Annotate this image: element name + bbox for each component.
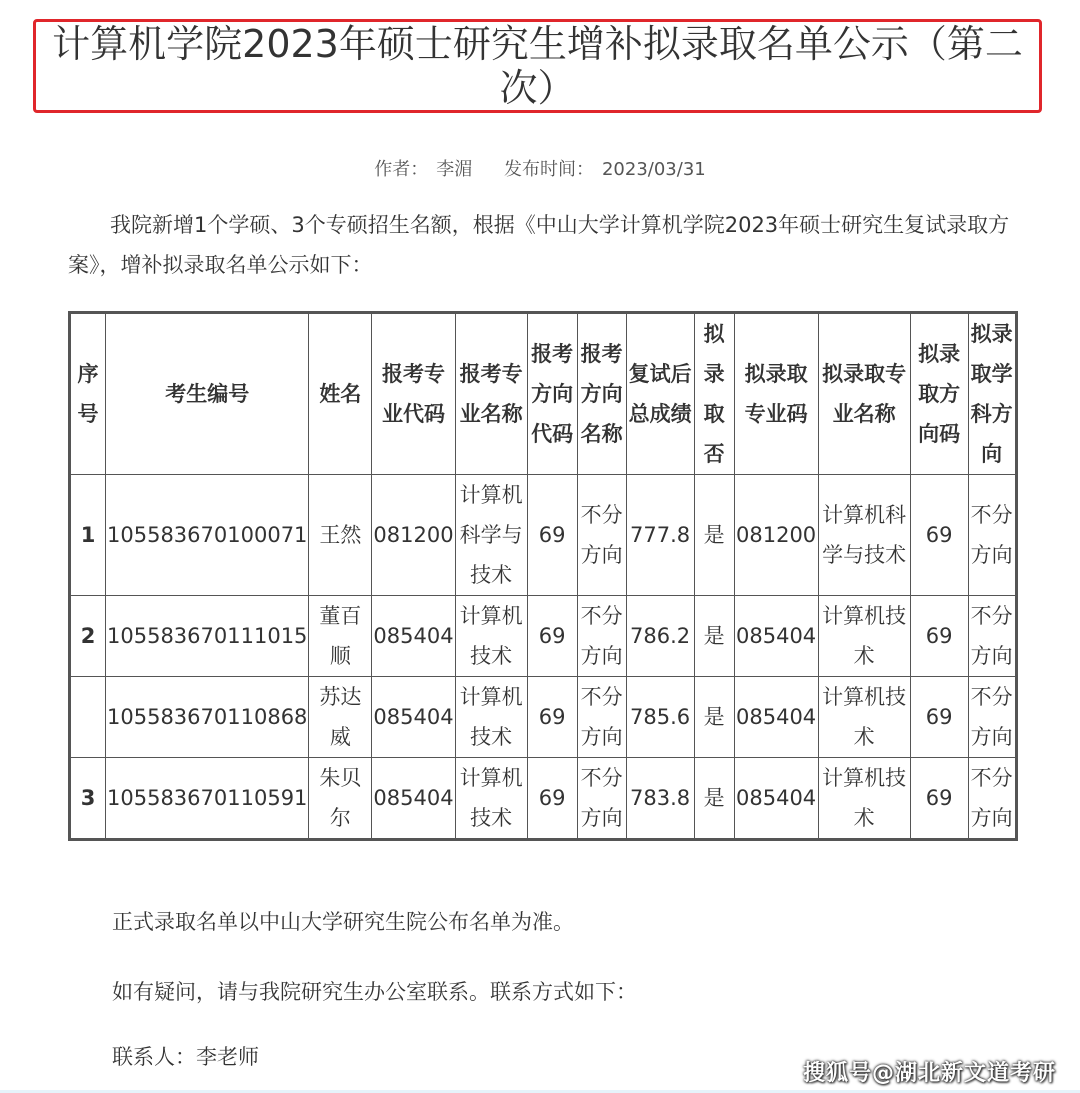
contact-intro: 如有疑问，请与我院研究生办公室联系。联系方式如下： bbox=[112, 980, 637, 1004]
cell-major-name: 计算机技术 bbox=[455, 596, 527, 677]
cell-admit-direction: 不分方向 bbox=[968, 758, 1016, 840]
cell-direction-code: 69 bbox=[527, 758, 577, 840]
cell-admit-direction: 不分方向 bbox=[968, 475, 1016, 596]
header-cell: 报考方向代码 bbox=[527, 313, 577, 475]
header-cell: 报考方向名称 bbox=[577, 313, 626, 475]
cell-admitted: 是 bbox=[694, 475, 734, 596]
cell-total-score: 783.8 bbox=[626, 758, 694, 840]
cell-admit-direction-code: 69 bbox=[910, 758, 968, 840]
cell-name: 王然 bbox=[309, 475, 372, 596]
official-list-note: 正式录取名单以中山大学研究生院公布名单为准。 bbox=[112, 910, 574, 934]
cell-admit-major-code: 085404 bbox=[734, 758, 818, 840]
cell-major-name: 计算机技术 bbox=[455, 758, 527, 840]
cell-admit-major-code: 081200 bbox=[734, 475, 818, 596]
cell-direction-name: 不分方向 bbox=[577, 475, 626, 596]
cell-candidate-id: 105583670100071 bbox=[106, 475, 309, 596]
cell-admitted: 是 bbox=[694, 596, 734, 677]
header-cell: 考生编号 bbox=[106, 313, 309, 475]
header-cell: 拟录取否 bbox=[694, 313, 734, 475]
cell-index: 2 bbox=[70, 596, 106, 677]
admission-table bbox=[68, 311, 1018, 841]
header-cell: 报考专业名称 bbox=[455, 313, 527, 475]
cell-major-code: 085404 bbox=[372, 596, 455, 677]
article-title: 计算机学院2023年硕士研究生增补拟录取名单公示（第二次） bbox=[52, 22, 1023, 110]
author-name: 李湄 bbox=[436, 159, 473, 180]
cell-name: 朱贝尔 bbox=[309, 758, 372, 840]
table-row bbox=[70, 596, 1017, 677]
cell-admit-major-name: 计算机科学与技术 bbox=[818, 475, 910, 596]
cell-admit-major-code: 085404 bbox=[734, 596, 818, 677]
cell-candidate-id: 105583670110591 bbox=[106, 758, 309, 840]
contact-person: 联系人：李老师 bbox=[112, 1045, 259, 1069]
table-header-row bbox=[70, 313, 1017, 475]
cell-major-code: 085404 bbox=[372, 677, 455, 758]
cell-admit-direction-code: 69 bbox=[910, 475, 968, 596]
cell-total-score: 786.2 bbox=[626, 596, 694, 677]
cell-admit-major-name: 计算机技术 bbox=[818, 677, 910, 758]
cell-admit-major-name: 计算机技术 bbox=[818, 758, 910, 840]
header-cell: 姓名 bbox=[309, 313, 372, 475]
cell-direction-code: 69 bbox=[527, 677, 577, 758]
publish-date: 2023/03/31 bbox=[601, 159, 706, 180]
header-cell: 报考专业代码 bbox=[372, 313, 455, 475]
cell-major-name: 计算机技术 bbox=[455, 677, 527, 758]
cell-major-code: 081200 bbox=[372, 475, 455, 596]
cell-major-code: 085404 bbox=[372, 758, 455, 840]
cell-index: 1 bbox=[70, 475, 106, 596]
cell-total-score: 777.8 bbox=[626, 475, 694, 596]
cell-major-name: 计算机科学与技术 bbox=[455, 475, 527, 596]
header-cell: 拟录取方向码 bbox=[910, 313, 968, 475]
cell-candidate-id: 105583670110868 bbox=[106, 677, 309, 758]
table-row bbox=[70, 475, 1017, 596]
author-label: 作者： bbox=[374, 159, 429, 180]
header-cell: 复试后总成绩 bbox=[626, 313, 694, 475]
header-cell: 拟录取学科方向 bbox=[968, 313, 1016, 475]
sohu-watermark: 搜狐号@湖北新文道考研 bbox=[802, 1061, 1056, 1086]
cell-index bbox=[70, 677, 106, 758]
cell-name: 苏达威 bbox=[309, 677, 372, 758]
table-row bbox=[70, 677, 1017, 758]
cell-admit-major-name: 计算机技术 bbox=[818, 596, 910, 677]
date-label: 发布时间： bbox=[503, 159, 594, 180]
cell-candidate-id: 105583670111015 bbox=[106, 596, 309, 677]
intro-paragraph: 我院新增1个学硕、3个专硕招生名额，根据《中山大学计算机学院2023年硕士研究生复试录取方案》，增补拟录取名单公示如下： bbox=[68, 213, 1010, 277]
cell-direction-name: 不分方向 bbox=[577, 596, 626, 677]
cell-admit-direction-code: 69 bbox=[910, 677, 968, 758]
cell-direction-code: 69 bbox=[527, 475, 577, 596]
cell-direction-code: 69 bbox=[527, 596, 577, 677]
cell-admit-major-code: 085404 bbox=[734, 677, 818, 758]
header-cell: 拟录取专业名称 bbox=[818, 313, 910, 475]
table-row bbox=[70, 758, 1017, 840]
byline bbox=[0, 156, 1080, 184]
cell-direction-name: 不分方向 bbox=[577, 677, 626, 758]
header-cell: 序号 bbox=[70, 313, 106, 475]
header-cell: 拟录取专业码 bbox=[734, 313, 818, 475]
cell-admit-direction: 不分方向 bbox=[968, 596, 1016, 677]
cell-total-score: 785.6 bbox=[626, 677, 694, 758]
cell-admit-direction-code: 69 bbox=[910, 596, 968, 677]
cell-admitted: 是 bbox=[694, 677, 734, 758]
cell-direction-name: 不分方向 bbox=[577, 758, 626, 840]
cell-admit-direction: 不分方向 bbox=[968, 677, 1016, 758]
cell-admitted: 是 bbox=[694, 758, 734, 840]
cell-index: 3 bbox=[70, 758, 106, 840]
cell-name: 董百顺 bbox=[309, 596, 372, 677]
